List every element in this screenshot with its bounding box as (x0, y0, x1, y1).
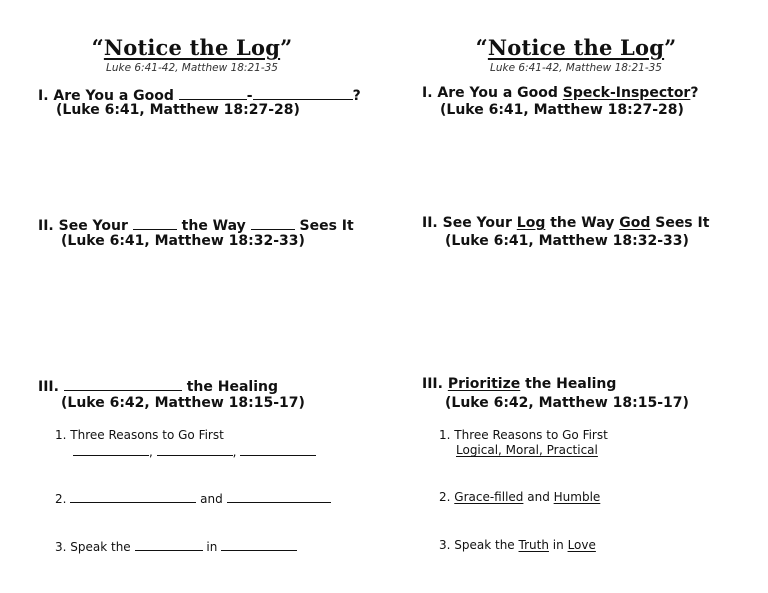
answer-fill: Prioritize (447, 376, 521, 392)
answer-blank (70, 490, 196, 503)
scripture-subtitle: Luke 6:41-42, Matthew 18:21-35 (490, 62, 662, 74)
point-one-label: 1. Three Reasons to Go First (55, 428, 224, 442)
section-one-reference: (Luke 6:41, Matthew 18:27-28) (56, 102, 300, 118)
section-one-heading: I. Are You a Good Speck-Inspector? (422, 85, 699, 101)
section-one-reference: (Luke 6:41, Matthew 18:27-28) (440, 102, 684, 118)
section-three-reference: (Luke 6:42, Matthew 18:15-17) (61, 395, 305, 411)
answer-key-column (384, 0, 768, 593)
answer-fill: Log (516, 215, 546, 231)
answer-blank (73, 443, 149, 456)
section-two-reference: (Luke 6:41, Matthew 18:32-33) (445, 233, 689, 249)
answer-blank (240, 443, 316, 456)
answer-blank (135, 538, 203, 551)
answer-fill: Logical, Moral, Practical (456, 443, 598, 457)
answer-blank (253, 85, 353, 100)
answer-blank (251, 215, 295, 230)
section-three-heading: III. Prioritize the Healing (422, 376, 617, 392)
answer-blank (221, 538, 297, 551)
point-three: 3. Speak the in (55, 538, 297, 555)
answer-fill: God (619, 215, 651, 231)
scripture-subtitle: Luke 6:41-42, Matthew 18:21-35 (106, 62, 278, 74)
answer-fill: Truth (518, 538, 549, 552)
page-title: “Notice the Log” (91, 35, 293, 60)
section-three-heading: III. the Healing (38, 376, 278, 396)
point-one-label: 1. Three Reasons to Go First (439, 428, 608, 442)
point-one-blanks: , , (73, 443, 316, 460)
point-two: 2. and (55, 490, 331, 507)
answer-blank (64, 376, 182, 391)
section-two-heading: II. See Your the Way Sees It (38, 215, 354, 235)
answer-fill: Humble (553, 490, 601, 504)
answer-blank (227, 490, 331, 503)
section-one-heading: I. Are You a Good - ? (38, 85, 361, 105)
point-one-answers (456, 443, 598, 458)
answer-fill: Speck-Inspector (562, 85, 691, 101)
answer-blank (133, 215, 177, 230)
point-two: 2. Grace-filled and Humble (439, 490, 601, 504)
section-three-reference: (Luke 6:42, Matthew 18:15-17) (445, 395, 689, 411)
section-two-heading: II. See Your Log the Way God Sees It (422, 215, 710, 231)
answer-fill: Grace-filled (454, 490, 524, 504)
answer-fill: Love (567, 538, 596, 552)
section-two-reference: (Luke 6:41, Matthew 18:32-33) (61, 233, 305, 249)
answer-blank (179, 85, 247, 100)
answer-blank (157, 443, 233, 456)
page-title: “Notice the Log” (475, 35, 677, 60)
point-three: 3. Speak the Truth in Love (439, 538, 596, 552)
